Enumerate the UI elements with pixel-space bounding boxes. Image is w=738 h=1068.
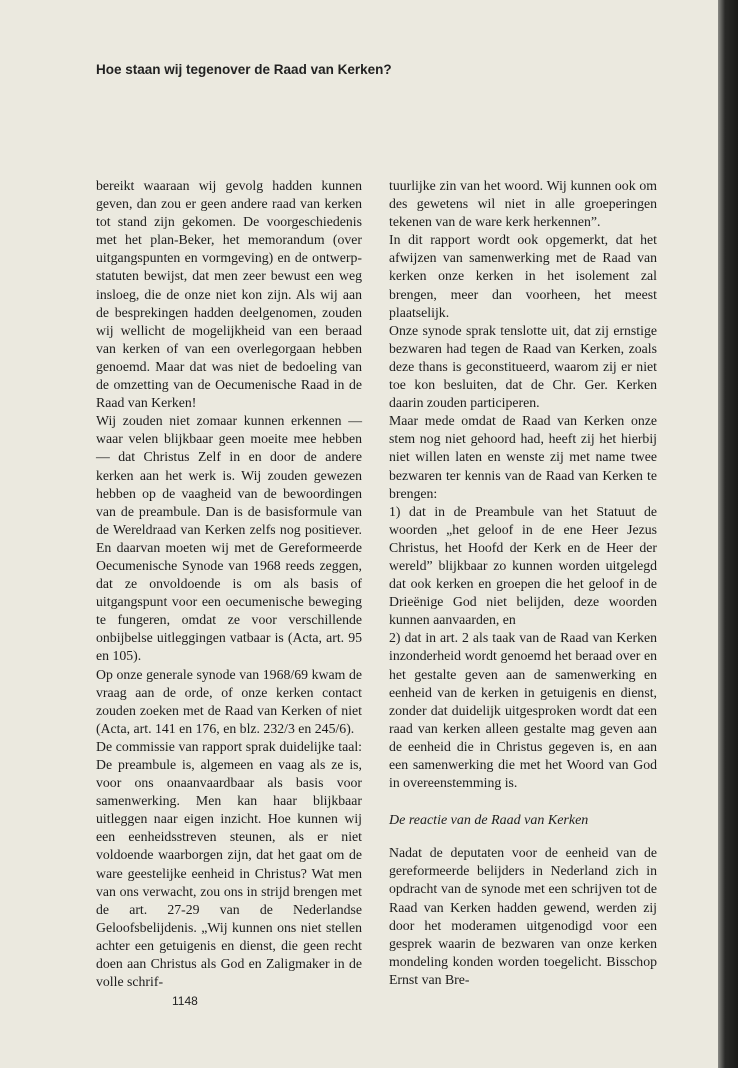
paragraph: Nadat de deputaten voor de eenheid van de gereformeerde belijders in Nederland zich in opdracht van de synode met een schrijven tot de Raad van Kerken hadden gewend, werden zij door het moderamen uitgenodigd voor een gesprek waarin de bezwaren van onze kerken mondeling konden worden toegelicht. Bisschop Ernst van Bre- — [389, 845, 657, 987]
paragraph: In dit rapport wordt ook opgemerkt, dat het afwijzen van samenwerking met de Raad van kerken onze kerken in het isolement zal brengen, meer dan voorheen, het meest plaatselijk. — [389, 232, 657, 320]
page-edge-shadow — [718, 0, 738, 1068]
paragraph: bereikt waaraan wij gevolg hadden kunnen geven, dan zou er geen andere raad van kerken tot stand zijn gekomen. De voorgeschiedenis met het plan-Beker, het memorandum (over uitgangspunten en vormgeving) en de ontwerp-statuten bewijst, dat men zeer bewust een weg insloeg, die de onze niet kon zijn. Als wij aan de besprekingen hadden deelgenomen, zouden wij wellicht de mogelijkheid van een beraad van kerken of van een overlegorgaan hebben genoemd. Maar dat was niet de bedoeling van de omzetting van de Oecumenische Raad in de Raad van Kerken! — [96, 178, 362, 411]
running-head: Hoe staan wij tegenover de Raad van Kerken? — [96, 62, 392, 77]
left-column — [96, 177, 362, 991]
paragraph: Onze synode sprak tenslotte uit, dat zij ernstige bezwaren had tegen de Raad van Kerken, zoals deze thans is geconstitueerd, waarom zij er niet toe kon besluiten, dat de Chr. Ger. Kerken daarin zouden participeren. — [389, 322, 657, 411]
paragraph: tuurlijke zin van het woord. Wij kunnen ook om des gewetens wil niet in alle groeperingen tekenen van de ware kerk herkennen”. — [389, 178, 657, 230]
paragraph: 2) dat in art. 2 als taak van de Raad van Kerken inzonderheid wordt genoemd het beraad over en het gestalte geven aan de samenwerking en eenheid van de kerken in getuigenis en dienst, zonder dat duidelijk uitgesproken wordt dat een raad van kerken alleen gestalte mag geven aan de eenheid die in Christus gegeven is, en aan een samenwerking die met het Woord van God in overeenstemming is. — [389, 630, 657, 791]
paragraph: Maar mede omdat de Raad van Kerken onze stem nog niet gehoord had, heeft zij het hierbij niet willen laten en wenste zij met name twee bezwaren ter kennis van de Raad van Kerken te brengen: — [389, 413, 657, 501]
page-number: 1148 — [172, 994, 198, 1008]
section-heading: De reactie van de Raad van Kerken — [389, 813, 589, 829]
paragraph: Wij zouden niet zomaar kunnen erkennen — waar velen blijkbaar geen moeite mee hebben — dat Christus Zelf in en door de andere kerken aan het werk is. Wij zouden gewezen hebben op de vaagheid van de bewoordingen van de preambule. Dan is de basisformule van de Wereldraad van Kerken zelfs nog positiever. En daarvan moeten wij met de Gereformeerde Oecumenische Synode van 1968 reeds zeggen, dat ze onvoldoende is om als basis of uitgangspunt voor een oecumenische beweging te fungeren, omdat ze voor verschillende onbijbelse uitleggingen vatbaar is (Acta, art. 95 en 105). — [96, 413, 362, 664]
paragraph: Op onze generale synode van 1968/69 kwam de vraag aan de orde, of onze kerken contact zouden zoeken met de Raad van Kerken of niet (Acta, art. 141 en 176, en blz. 232/3 en 245/6). — [96, 666, 362, 736]
paragraph: De commissie van rapport sprak duidelijke taal: De preambule is, algemeen en vaag als ze is, voor ons onaanvaardbaar als basis voor samenwerking. Men kan haar blijkbaar uitleggen naar eigen inzicht. Hoe kunnen wij een eenheidsstreven steunen, als er niet voldoende waarborgen zijn, dat het gaat om de ware geestelijke eenheid in Christus? Wat men van ons verwacht, zou ons in strijd brengen met de art. 27-29 van de Nederlandse Geloofsbelijdenis. „Wij kunnen ons niet stellen achter een getuigenis en dienst, die geen recht doen aan Christus als God en Zaligmaker in de volle schrif- — [96, 738, 362, 990]
paragraph: 1) dat in de Preambule van het Statuut de woorden „het geloof in de ene Heer Jezus Christus, het Hoofd der Kerk en de Heer der wereld” blijkbaar zo kunnen worden uitgelegd dat ook kerken en groepen die het geloof in de Drieënige God niet belijden, deze woorden kunnen aanvaarden, en — [389, 503, 657, 628]
right-column — [389, 177, 657, 989]
